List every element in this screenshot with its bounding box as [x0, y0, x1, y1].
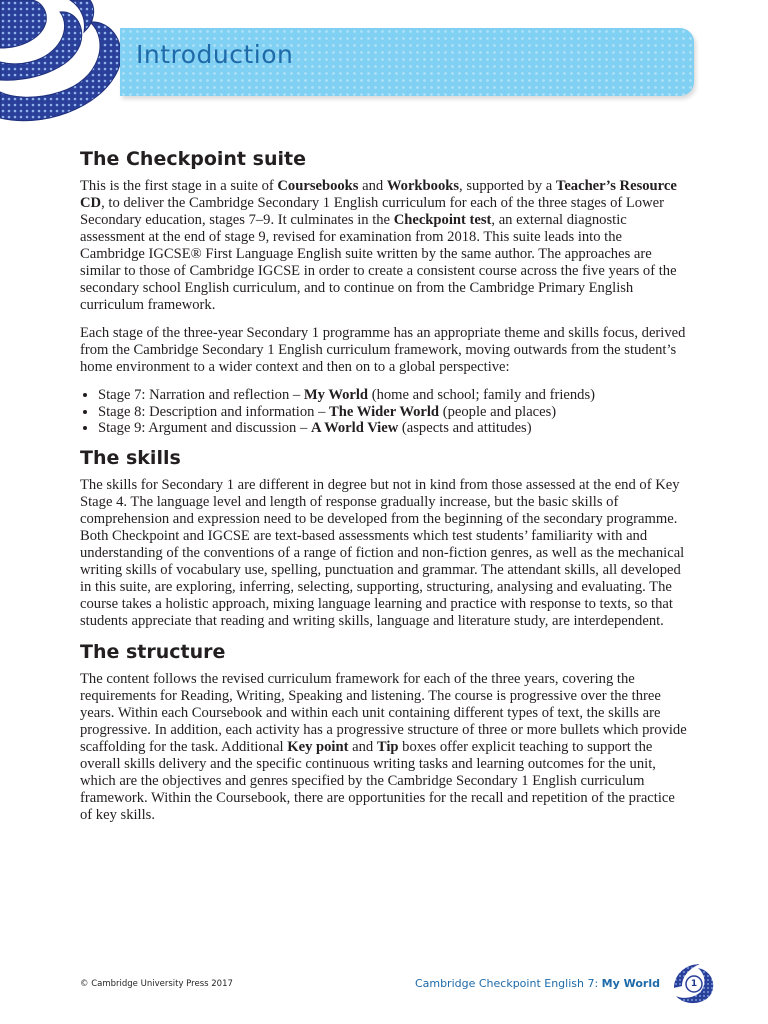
page-number: 1: [690, 979, 698, 989]
list-item: • Stage 7: Narration and reflection – My World (home and school; family and friends): [98, 387, 688, 404]
copyright-notice: © Cambridge University Press 2017: [80, 979, 233, 989]
swirl-logo-icon: [0, 0, 140, 130]
stage-list: [80, 387, 688, 437]
list-item: • Stage 9: Argument and discussion – A World View (aspects and attitudes): [98, 420, 688, 437]
series-title: Cambridge Checkpoint English 7: My World: [414, 977, 660, 990]
section-heading-checkpoint: The Checkpoint suite: [80, 148, 306, 170]
checkpoint-paragraph-2: Each stage of the three-year Secondary 1 programme has an appropriate theme and skills focus, derived from the Cambridge Secondary 1 English curriculum framework, moving outwards from the student’s home environment to a wider context and then on to a global perspective:: [80, 325, 686, 375]
page-title: Introduction: [136, 40, 294, 69]
main-content: [80, 148, 688, 835]
list-item: • Stage 8: Description and information – The Wider World (people and places): [98, 404, 688, 421]
skills-paragraph: The skills for Secondary 1 are different in degree but not in kind from those assessed at the end of Key Stage 4. The language level and length of response gradually increase, but the basic skills of comprehension and expression need to be developed from the beginning of the secondary programme. Both Checkpoint and IGCSE are text-based assessments which test students’ familiarity with and understanding of the conventions of a range of fiction and non-fiction genres, as well as the mechanical writing skills of vocabulary use, spelling, punctuation and grammar. The attendant skills, all developed in this suite, are exploring, inferring, selecting, supporting, structuring, analysing and evaluating. The course takes a holistic approach, mixing language learning and practice with response to texts, so that students appreciate that reading and writing skills, language and literature study, are interdependent.: [80, 476, 685, 629]
section-heading-structure: The structure: [80, 640, 226, 663]
structure-paragraph: The content follows the revised curriculum framework for each of the three years, covering the requirements for Reading, Writing, Speaking and listening. The course is progressive over the three years. Within each Coursebook and within each unit containing different types of text, the skills are progressive. In addition, each activity has a progressive structure of three or more bullets which provide scaffolding for the task. Additional Key point and Tip boxes offer explicit teaching to support the overall skills delivery and the specific continuous writing tasks and learning outcomes for the unit, which are the objectives and genres specified by the Cambridge Secondary 1 English curriculum framework. Within the Coursebook, there are opportunities for the recall and repetition of the practice of key skills.: [80, 670, 687, 823]
section-heading-skills: The skills: [80, 446, 181, 469]
checkpoint-paragraph-1: This is the first stage in a suite of Coursebooks and Workbooks, supported by a Teacher’s Resource CD, to deliver the Cambridge Secondary 1 English curriculum for each of the three stages of Lower Secondary education, stages 7–9. It culminates in the Checkpoint test, an external diagnostic assessment at the end of stage 9, revised for examination from 2018. This suite leads into the Cambridge IGCSE® First Language English suite written by the same author. The approaches are similar to those of Cambridge IGCSE in order to create a consistent course across the five years of the secondary school English curriculum, and to continue on from the Cambridge Primary English curriculum framework.: [80, 178, 677, 313]
